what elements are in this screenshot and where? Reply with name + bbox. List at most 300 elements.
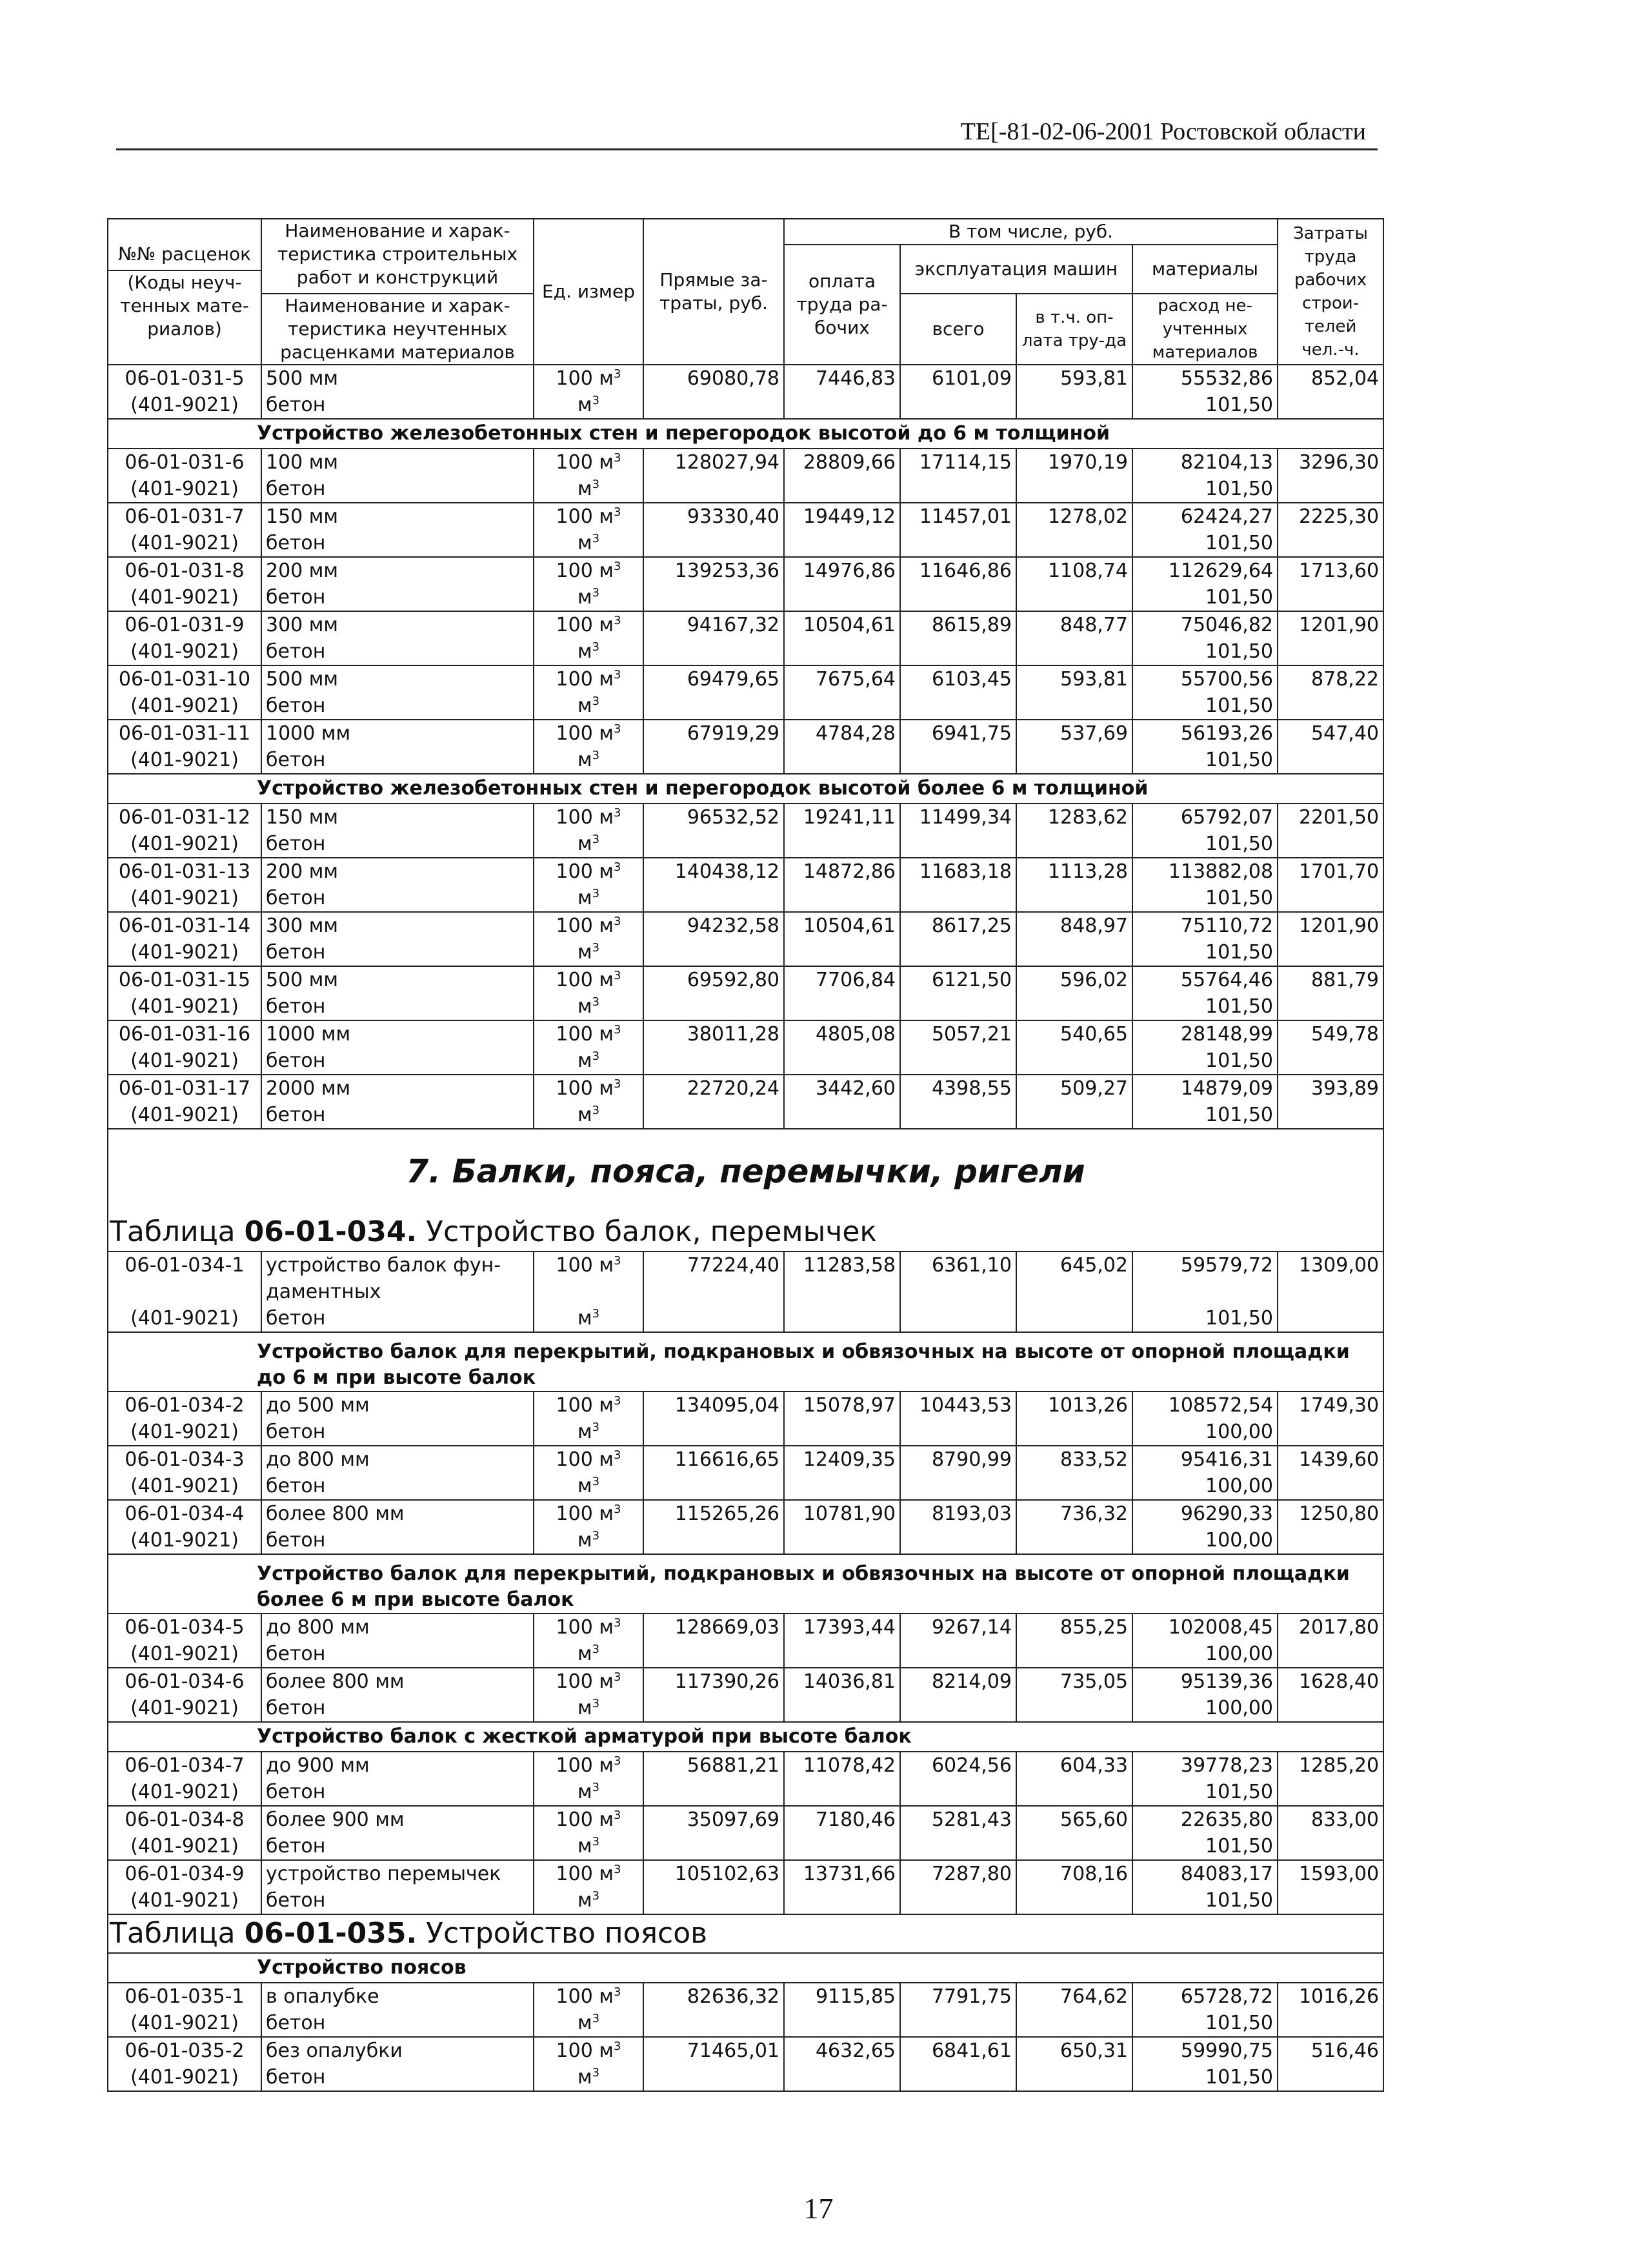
- unit-sup: 3: [613, 722, 621, 736]
- table-row: [108, 665, 1383, 693]
- material-unit-text: м: [577, 2066, 592, 2089]
- blank-cell: [900, 1527, 1016, 1554]
- blank-cell: [784, 1473, 900, 1500]
- unit-text: 100 м: [556, 367, 614, 390]
- materials-cost: 22635,80: [1132, 1806, 1278, 1833]
- machines-labor: 645,02: [1016, 1251, 1132, 1279]
- table-row: [108, 2037, 1383, 2064]
- table-row-material: [108, 1779, 1383, 1806]
- blank-cell: [643, 993, 784, 1020]
- unit-text: 100 м: [556, 505, 614, 528]
- materials-cost: 55764,46: [1132, 966, 1278, 993]
- unit-text: 100 м: [556, 1023, 614, 1046]
- blank-cell: [1278, 1779, 1383, 1806]
- blank-cell: [784, 1887, 900, 1914]
- labor-pay: 7446,83: [784, 365, 900, 392]
- table-title: [108, 1914, 1383, 1953]
- table-row: [108, 1251, 1383, 1279]
- unit: [534, 1668, 643, 1695]
- material-unit-sup: 3: [592, 1475, 600, 1488]
- machines-labor: 509,27: [1016, 1075, 1132, 1102]
- labor-pay: 14872,86: [784, 858, 900, 885]
- col-name-header: [261, 219, 534, 365]
- labor-hours: 1593,00: [1278, 1860, 1383, 1887]
- blank-cell: [1016, 2064, 1132, 2091]
- material-unit: [534, 1048, 643, 1075]
- unit: [534, 1983, 643, 2010]
- blank-cell: [643, 747, 784, 774]
- table-row: [108, 1075, 1383, 1102]
- direct-cost: 93330,40: [643, 503, 784, 530]
- unit: [534, 1075, 643, 1102]
- machines-labor: 650,31: [1016, 2037, 1132, 2064]
- blank-cell: [784, 1102, 900, 1129]
- table-title-text: Устройство поясов: [426, 1917, 708, 1950]
- blank-cell: [900, 584, 1016, 611]
- work-name: без опалубки: [261, 2037, 534, 2064]
- blank-cell: [643, 476, 784, 503]
- rate-code: 06-01-031-12: [108, 804, 261, 831]
- direct-cost: 116616,65: [643, 1446, 784, 1473]
- labor-hours: 2017,80: [1278, 1614, 1383, 1641]
- table-title-code: 06-01-034.: [244, 1215, 417, 1248]
- blank-cell: [784, 1779, 900, 1806]
- blank-cell: [1016, 1887, 1132, 1914]
- table-title-row: [108, 1914, 1383, 1953]
- material-code: (401-9021): [108, 1305, 261, 1332]
- material-usage: 100,00: [1132, 1641, 1278, 1668]
- blank-cell: [1278, 1102, 1383, 1129]
- work-name: до 800 мм: [261, 1614, 534, 1641]
- labor-pay: 7675,64: [784, 665, 900, 693]
- unit-sup: 3: [613, 451, 621, 465]
- material-usage: 100,00: [1132, 1419, 1278, 1446]
- blank-cell: [1278, 1527, 1383, 1554]
- table-row-material: [108, 1473, 1383, 1500]
- table-row-material: [108, 1305, 1383, 1332]
- blank-cell: [900, 1279, 1016, 1305]
- work-name: 200 мм: [261, 858, 534, 885]
- material-unit-sup: 3: [592, 586, 600, 600]
- direct-cost: 69080,78: [643, 365, 784, 392]
- material-usage: 101,50: [1132, 993, 1278, 1020]
- labor-hours: 852,04: [1278, 365, 1383, 392]
- material-unit-text: м: [577, 1889, 592, 1912]
- material-name: бетон: [261, 1779, 534, 1806]
- document-code: ТЕ[-81-02-06-2001 Ростовской области: [960, 118, 1366, 145]
- labor-pay: 12409,35: [784, 1446, 900, 1473]
- table-title-text: Устройство балок, перемычек: [426, 1215, 877, 1248]
- col-mach-labor-header: в т.ч. оп-лата тру-да: [1016, 294, 1132, 365]
- blank-cell: [643, 693, 784, 720]
- blank-cell: [643, 638, 784, 665]
- machines-labor: 1283,62: [1016, 804, 1132, 831]
- blank-cell: [1278, 584, 1383, 611]
- blank-cell: [1016, 1102, 1132, 1129]
- rate-code: 06-01-034-9: [108, 1860, 261, 1887]
- labor-pay: 14036,81: [784, 1668, 900, 1695]
- table-row-material: [108, 1641, 1383, 1668]
- table-row: [108, 1614, 1383, 1641]
- rate-code: 06-01-031-5: [108, 365, 261, 392]
- blank-cell: [900, 530, 1016, 557]
- unit-sup: 3: [613, 806, 621, 820]
- unit: [534, 966, 643, 993]
- chapter-row: [108, 1129, 1383, 1213]
- unit: [534, 1860, 643, 1887]
- section-heading: Устройство балок для перекрытий, подкрановых и обвязочных на высоте от опорной площадки до 6 м при высоте балок: [108, 1332, 1383, 1392]
- blank-cell: [784, 1695, 900, 1722]
- blank-cell: [784, 939, 900, 966]
- material-name: бетон: [261, 1048, 534, 1075]
- blank-cell: [1278, 1305, 1383, 1332]
- material-code: (401-9021): [108, 584, 261, 611]
- labor-hours: 516,46: [1278, 2037, 1383, 2064]
- blank-cell: [900, 2010, 1016, 2037]
- unit: [534, 1752, 643, 1779]
- table-row-material: [108, 693, 1383, 720]
- material-unit-sup: 3: [592, 1307, 600, 1321]
- unit-sup: 3: [613, 1985, 621, 1999]
- rate-code: 06-01-034-3: [108, 1446, 261, 1473]
- material-unit: [534, 1641, 643, 1668]
- section-heading: Устройство поясов: [108, 1953, 1383, 1983]
- table-row: [108, 804, 1383, 831]
- unit: [534, 912, 643, 939]
- blank-cell: [1016, 885, 1132, 912]
- material-unit-sup: 3: [592, 2012, 600, 2025]
- section-heading-row: [108, 1554, 1383, 1614]
- work-name-cont: даментных: [261, 1279, 534, 1305]
- table-row-material: [108, 1048, 1383, 1075]
- blank-cell: [643, 831, 784, 858]
- table-title-label: Таблица: [110, 1917, 236, 1950]
- material-usage: 101,50: [1132, 392, 1278, 419]
- material-code: (401-9021): [108, 2010, 261, 2037]
- blank-cell: [900, 1779, 1016, 1806]
- table-row: [108, 611, 1383, 638]
- table-row: [108, 1860, 1383, 1887]
- machines-labor: 1013,26: [1016, 1392, 1132, 1419]
- machines-total: 17114,15: [900, 449, 1016, 476]
- blank-cell: [1278, 1887, 1383, 1914]
- material-name: бетон: [261, 476, 534, 503]
- material-name: бетон: [261, 1695, 534, 1722]
- unit-text: 100 м: [556, 1077, 614, 1100]
- direct-cost: 140438,12: [643, 858, 784, 885]
- direct-cost: 69592,80: [643, 966, 784, 993]
- blank-cell: [1016, 584, 1132, 611]
- blank-cell: [643, 1102, 784, 1129]
- table-row-material: [108, 476, 1383, 503]
- labor-pay: 4805,08: [784, 1020, 900, 1048]
- material-name: бетон: [261, 1102, 534, 1129]
- blank-cell: [1016, 1695, 1132, 1722]
- material-unit: [534, 476, 643, 503]
- material-unit: [534, 1695, 643, 1722]
- table-row: [108, 858, 1383, 885]
- rate-code: 06-01-031-17: [108, 1075, 261, 1102]
- materials-cost: 112629,64: [1132, 557, 1278, 584]
- labor-hours: 1628,40: [1278, 1668, 1383, 1695]
- labor-hours: 1439,60: [1278, 1446, 1383, 1473]
- table-row: [108, 1500, 1383, 1527]
- table-row: [108, 365, 1383, 392]
- blank-cell: [900, 831, 1016, 858]
- blank-cell: [1016, 1473, 1132, 1500]
- material-usage: 100,00: [1132, 1695, 1278, 1722]
- unit-sup: 3: [613, 614, 621, 627]
- material-usage: 101,50: [1132, 1887, 1278, 1914]
- rate-code: 06-01-031-9: [108, 611, 261, 638]
- page-number: 17: [803, 2192, 834, 2225]
- rate-code: 06-01-031-7: [108, 503, 261, 530]
- machines-labor: 735,05: [1016, 1668, 1132, 1695]
- machines-total: 5057,21: [900, 1020, 1016, 1048]
- direct-cost: 94232,58: [643, 912, 784, 939]
- material-unit-text: м: [577, 640, 592, 663]
- material-unit-sup: 3: [592, 694, 600, 708]
- col-machines-header: эксплуатация машин: [900, 245, 1132, 294]
- machines-total: 11457,01: [900, 503, 1016, 530]
- blank-cell: [643, 1833, 784, 1860]
- labor-pay: 7180,46: [784, 1806, 900, 1833]
- labor-pay: 19241,11: [784, 804, 900, 831]
- direct-cost: 69479,65: [643, 665, 784, 693]
- machines-total: 6361,10: [900, 1251, 1016, 1279]
- blank-cell: [1016, 476, 1132, 503]
- blank-cell: [1016, 1527, 1132, 1554]
- material-unit-text: м: [577, 1475, 592, 1497]
- material-usage: 101,50: [1132, 747, 1278, 774]
- material-code: (401-9021): [108, 939, 261, 966]
- materials-cost: 95139,36: [1132, 1668, 1278, 1695]
- table-row-material: [108, 1887, 1383, 1914]
- machines-total: 11683,18: [900, 858, 1016, 885]
- rate-code: 06-01-031-11: [108, 720, 261, 747]
- table-row: [108, 1752, 1383, 1779]
- material-unit-text: м: [577, 995, 592, 1018]
- table-row: [108, 1983, 1383, 2010]
- material-usage: 101,50: [1132, 885, 1278, 912]
- labor-hours: 833,00: [1278, 1806, 1383, 1833]
- unit-sup: 3: [613, 1863, 621, 1876]
- material-name: бетон: [261, 1641, 534, 1668]
- table-row-material: [108, 1527, 1383, 1554]
- rate-code: 06-01-031-15: [108, 966, 261, 993]
- blank-cell: [1278, 831, 1383, 858]
- unit: [534, 1020, 643, 1048]
- blank-cell: [784, 476, 900, 503]
- rate-code: 06-01-035-1: [108, 1983, 261, 2010]
- material-code: (401-9021): [108, 747, 261, 774]
- direct-cost: 134095,04: [643, 1392, 784, 1419]
- unit-text: 100 м: [556, 1448, 614, 1471]
- table-row: [108, 1020, 1383, 1048]
- machines-labor: 1113,28: [1016, 858, 1132, 885]
- blank-cell: [1278, 2010, 1383, 2037]
- blank-cell: [643, 1695, 784, 1722]
- materials-cost: 75046,82: [1132, 611, 1278, 638]
- labor-pay: 4632,65: [784, 2037, 900, 2064]
- machines-labor: 736,32: [1016, 1500, 1132, 1527]
- material-unit-sup: 3: [592, 1049, 600, 1063]
- materials-cost: 75110,72: [1132, 912, 1278, 939]
- material-name: бетон: [261, 1833, 534, 1860]
- material-name: бетон: [261, 747, 534, 774]
- unit-text: 100 м: [556, 1503, 614, 1525]
- unit-text: 100 м: [556, 969, 614, 991]
- unit: [534, 720, 643, 747]
- table-row-material: [108, 2010, 1383, 2037]
- col-incl-header: В том числе, руб.: [784, 219, 1278, 245]
- blank-cell: [900, 1305, 1016, 1332]
- material-unit-text: м: [577, 1697, 592, 1719]
- blank-cell: [1278, 638, 1383, 665]
- table-row-material: [108, 831, 1383, 858]
- direct-cost: 56881,21: [643, 1752, 784, 1779]
- blank-cell: [900, 476, 1016, 503]
- col-code-label: №№ расценок: [117, 243, 252, 265]
- unit-sup: 3: [613, 560, 621, 573]
- machines-total: 6101,09: [900, 365, 1016, 392]
- material-code: (401-9021): [108, 1641, 261, 1668]
- material-usage: 101,50: [1132, 1102, 1278, 1129]
- blank-cell: [900, 392, 1016, 419]
- material-code: (401-9021): [108, 1473, 261, 1500]
- material-unit: [534, 939, 643, 966]
- material-unit-text: м: [577, 1643, 592, 1665]
- materials-cost: 39778,23: [1132, 1752, 1278, 1779]
- blank-cell: [1016, 747, 1132, 774]
- unit-text: 100 м: [556, 1670, 614, 1693]
- blank-cell: [643, 939, 784, 966]
- material-usage: 100,00: [1132, 1473, 1278, 1500]
- blank-cell: [643, 885, 784, 912]
- material-unit-text: м: [577, 1049, 592, 1072]
- table-row-material: [108, 530, 1383, 557]
- labor-pay: 11283,58: [784, 1251, 900, 1279]
- blank-cell: [1016, 1779, 1132, 1806]
- machines-total: 6103,45: [900, 665, 1016, 693]
- blank-cell: [1016, 1305, 1132, 1332]
- blank-cell: [784, 1279, 900, 1305]
- blank-cell: [1016, 392, 1132, 419]
- material-usage: 101,50: [1132, 530, 1278, 557]
- material-unit-sup: 3: [592, 1835, 600, 1848]
- blank-cell: [900, 885, 1016, 912]
- material-unit: [534, 638, 643, 665]
- material-code: (401-9021): [108, 1102, 261, 1129]
- material-usage: 101,50: [1132, 1779, 1278, 1806]
- section-heading: Устройство балок для перекрытий, подкрановых и обвязочных на высоте от опорной площадки более 6 м при высоте балок: [108, 1554, 1383, 1614]
- work-name: 500 мм: [261, 665, 534, 693]
- machines-labor: 764,62: [1016, 1983, 1132, 2010]
- blank-cell: [1016, 1048, 1132, 1075]
- blank-cell: [784, 2064, 900, 2091]
- blank-cell: [784, 885, 900, 912]
- materials-cost: 56193,26: [1132, 720, 1278, 747]
- material-unit-sup: 3: [592, 1889, 600, 1903]
- material-usage: 100,00: [1132, 1527, 1278, 1554]
- material-usage: 101,50: [1132, 1305, 1278, 1332]
- blank-cell: [900, 1419, 1016, 1446]
- unit-sup: 3: [613, 367, 621, 381]
- material-unit-text: м: [577, 478, 592, 500]
- unit: [534, 449, 643, 476]
- material-unit: [534, 1419, 643, 1446]
- unit-text: 100 м: [556, 1985, 614, 2008]
- unit: [534, 611, 643, 638]
- materials-cost: 59579,72: [1132, 1251, 1278, 1279]
- material-unit-text: м: [577, 941, 592, 964]
- table-row-material: [108, 1695, 1383, 1722]
- table-row-material: [108, 638, 1383, 665]
- unit: [534, 365, 643, 392]
- unit: [534, 1251, 643, 1279]
- blank-cell: [643, 584, 784, 611]
- labor-hours: 1749,30: [1278, 1392, 1383, 1419]
- material-unit-sup: 3: [592, 941, 600, 955]
- blank-cell: [1278, 476, 1383, 503]
- labor-pay: 3442,60: [784, 1075, 900, 1102]
- table-row-material: [108, 1833, 1383, 1860]
- col-name-label: Наименование и харак-теристика строительных работ и конструкций: [277, 220, 518, 288]
- materials-cost: 55532,86: [1132, 365, 1278, 392]
- materials-cost: 65728,72: [1132, 1983, 1278, 2010]
- unit-text: 100 м: [556, 1616, 614, 1639]
- work-name: более 800 мм: [261, 1668, 534, 1695]
- material-unit-text: м: [577, 1307, 592, 1330]
- materials-cost: 82104,13: [1132, 449, 1278, 476]
- labor-pay: 10504,61: [784, 912, 900, 939]
- blank-cell: [643, 1419, 784, 1446]
- blank-cell: [1016, 638, 1132, 665]
- work-name: 300 мм: [261, 611, 534, 638]
- rate-code: 06-01-031-16: [108, 1020, 261, 1048]
- table-row: [108, 557, 1383, 584]
- material-unit-sup: 3: [592, 995, 600, 1009]
- blank-cell: [900, 993, 1016, 1020]
- material-unit: [534, 584, 643, 611]
- unit-sup: 3: [613, 1394, 621, 1408]
- material-unit-sup: 3: [592, 1781, 600, 1794]
- table-title-label: Таблица: [110, 1215, 236, 1248]
- unit-text: 100 м: [556, 1808, 614, 1831]
- section-heading-row: [108, 1722, 1383, 1752]
- material-unit-text: м: [577, 887, 592, 909]
- unit-sup: 3: [613, 1077, 621, 1091]
- material-unit: [534, 1473, 643, 1500]
- blank-cell: [784, 392, 900, 419]
- unit-text: 100 м: [556, 1394, 614, 1417]
- direct-cost: 105102,63: [643, 1860, 784, 1887]
- machines-total: 11499,34: [900, 804, 1016, 831]
- material-unit-sup: 3: [592, 833, 600, 846]
- material-code: (401-9021): [108, 392, 261, 419]
- unit: [534, 1806, 643, 1833]
- blank-cell: [1016, 1833, 1132, 1860]
- materials-cost: 62424,27: [1132, 503, 1278, 530]
- material-unit: [534, 2010, 643, 2037]
- labor-hours: 2225,30: [1278, 503, 1383, 530]
- labor-pay: 17393,44: [784, 1614, 900, 1641]
- material-unit-text: м: [577, 1421, 592, 1443]
- machines-labor: 596,02: [1016, 966, 1132, 993]
- blank-cell: [1278, 939, 1383, 966]
- rate-code: 06-01-034-5: [108, 1614, 261, 1641]
- col-unit-header: Ед. измер: [534, 219, 643, 365]
